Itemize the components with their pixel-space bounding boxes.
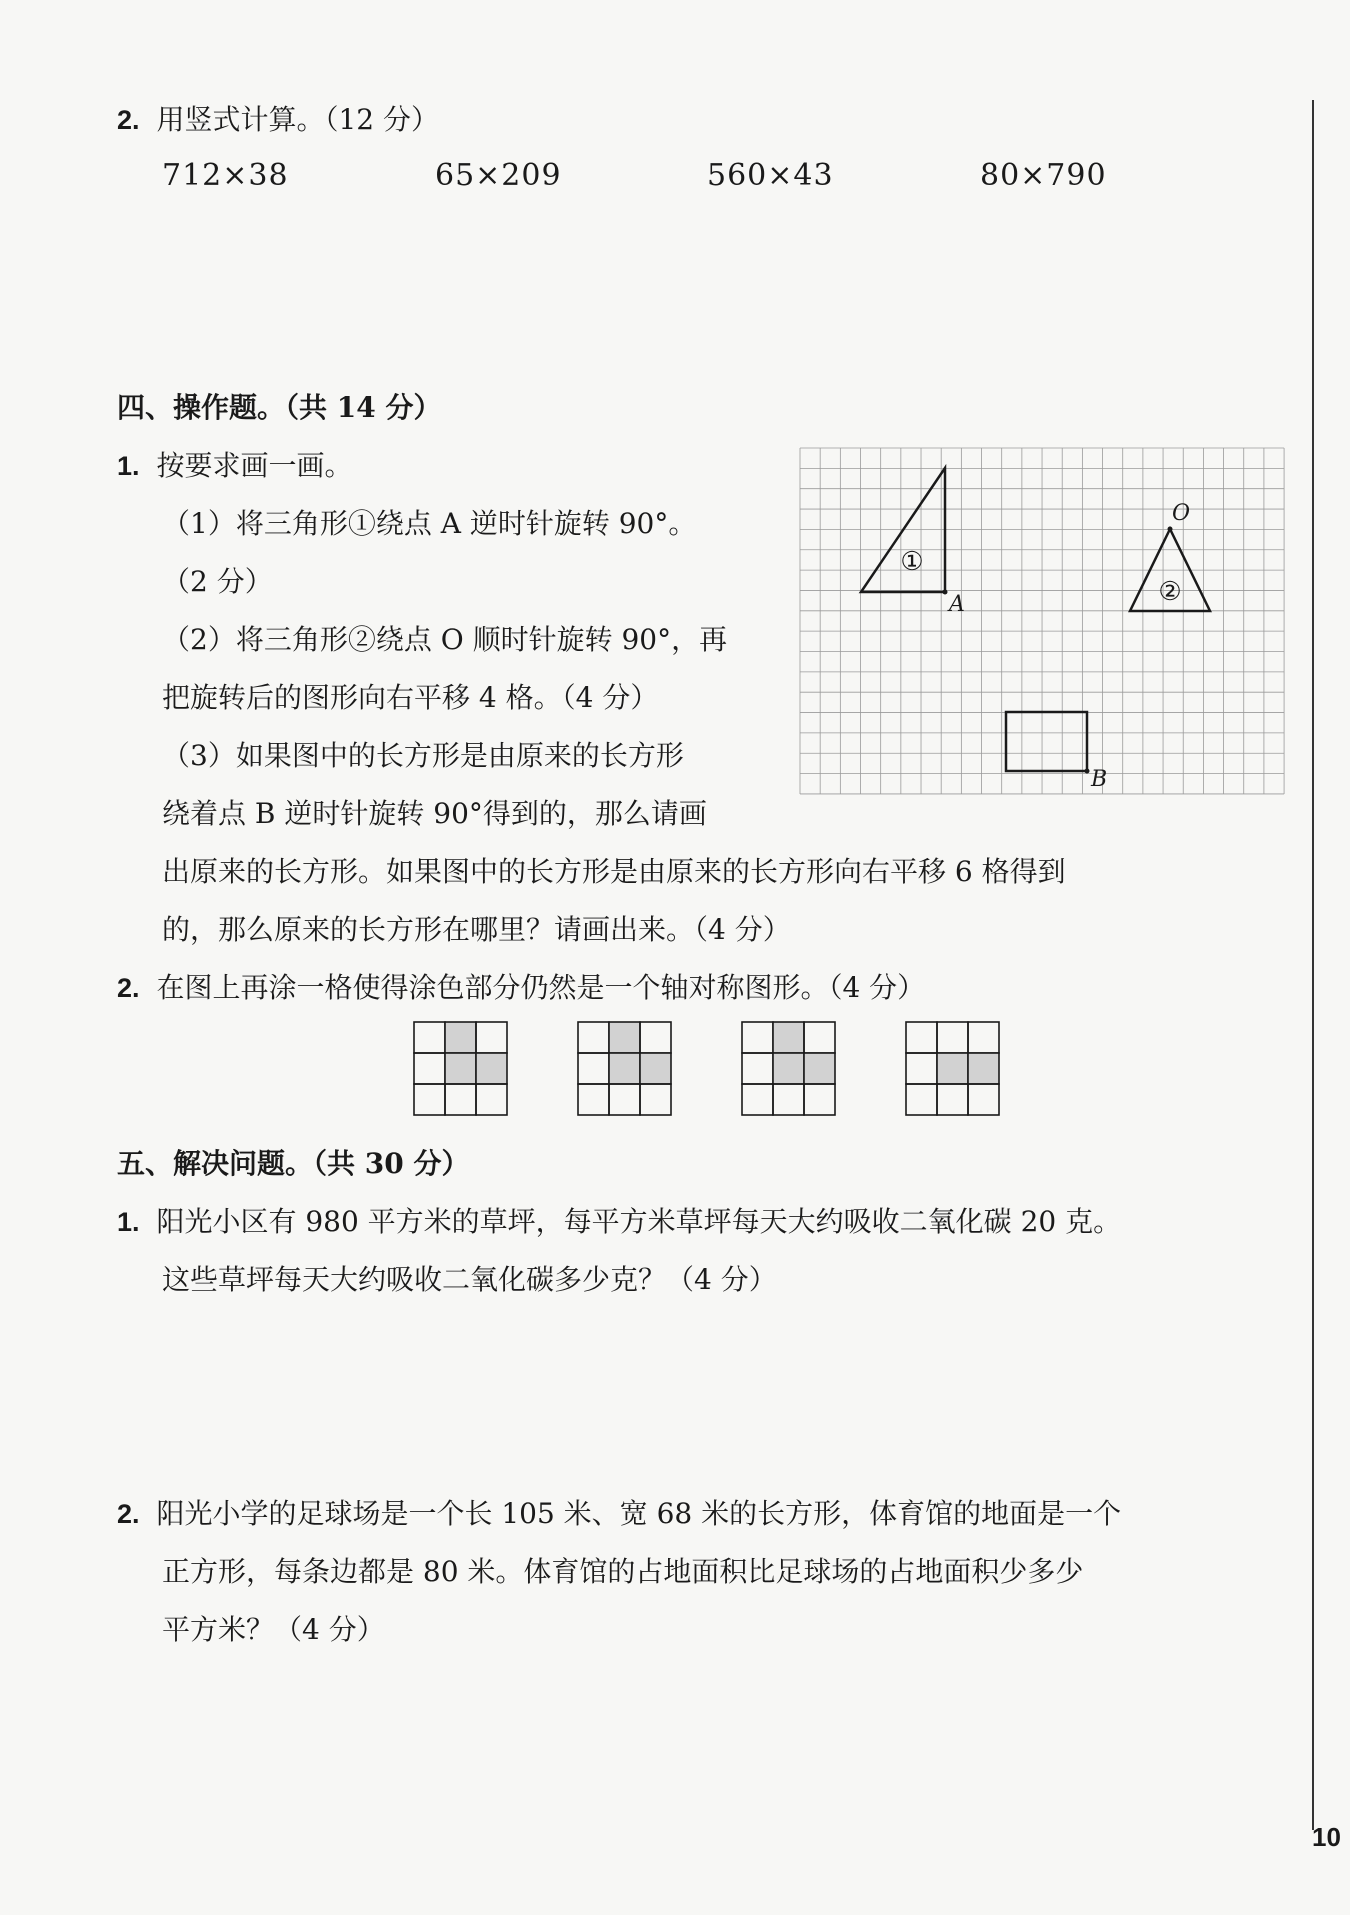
grid-cell	[742, 1022, 773, 1053]
q4-1-part2-line2: 把旋转后的图形向右平移 4 格。（4 分）	[162, 681, 659, 714]
grid-cell	[414, 1022, 445, 1053]
grid-cell-shaded	[773, 1053, 804, 1084]
expression-4: 80×790	[980, 158, 1107, 193]
grid-cell-shaded	[476, 1053, 507, 1084]
symmetry-grid-1	[414, 1022, 507, 1115]
q5-2-line2: 正方形，每条边都是 80 米。体育馆的占地面积比足球场的占地面积少多少	[162, 1555, 1084, 1588]
q5-2-line3: 平方米？（4 分）	[162, 1613, 385, 1646]
grid-cell	[578, 1084, 609, 1115]
point-a-dot	[943, 590, 948, 595]
grid-cell	[968, 1084, 999, 1115]
grid-cell	[578, 1053, 609, 1084]
question-number: 2.	[117, 1499, 140, 1529]
grid-lines	[800, 448, 1284, 794]
triangle-1-label: ①	[900, 547, 924, 577]
grid-cell	[937, 1084, 968, 1115]
calc-question	[117, 100, 439, 140]
grid-cell-shaded	[937, 1053, 968, 1084]
grid-cell	[773, 1084, 804, 1115]
question-text: 按要求画一画。	[156, 449, 353, 482]
symmetry-grid-2	[578, 1022, 671, 1115]
q4-2	[117, 968, 925, 1008]
question-text: 用竖式计算。（12 分）	[156, 103, 439, 136]
symmetry-grids	[414, 1022, 1004, 1118]
grid-cell	[937, 1022, 968, 1053]
grid-cell	[578, 1022, 609, 1053]
point-o-dot	[1168, 527, 1173, 532]
point-a-label: A	[949, 592, 965, 617]
grid-cell-shaded	[445, 1022, 476, 1053]
q4-1-part1-line2: （2 分）	[162, 565, 273, 598]
grid-cell	[609, 1084, 640, 1115]
page-number: 10	[1312, 1822, 1341, 1852]
grid-cell	[742, 1084, 773, 1115]
section-4-heading: 四、操作题。（共 14 分）	[117, 391, 442, 424]
triangle-2-label: ②	[1158, 577, 1182, 607]
rotation-grid-figure	[800, 448, 1284, 794]
grid-cell-shaded	[968, 1053, 999, 1084]
grid-cell	[906, 1022, 937, 1053]
q4-1-title	[117, 446, 352, 486]
grid-cell	[640, 1022, 671, 1053]
grid-cell	[414, 1053, 445, 1084]
q4-1-part3-line1: （3）如果图中的长方形是由原来的长方形	[162, 739, 684, 772]
grid-cell	[804, 1084, 835, 1115]
question-number: 2.	[117, 973, 140, 1003]
question-number: 2.	[117, 105, 140, 135]
rectangle	[1006, 712, 1087, 771]
margin-rule	[1312, 100, 1314, 1830]
q5-1-line1	[117, 1202, 1121, 1242]
grid-cell	[476, 1022, 507, 1053]
grid-cell-shaded	[773, 1022, 804, 1053]
question-text: 在图上再涂一格使得涂色部分仍然是一个轴对称图形。（4 分）	[156, 971, 926, 1004]
grid-cell	[414, 1084, 445, 1115]
symmetry-grid-4	[906, 1022, 999, 1115]
grid-cell	[804, 1022, 835, 1053]
q4-1-part2-line1: （2）将三角形②绕点 O 顺时针旋转 90°，再	[162, 623, 728, 656]
grid-cell-shaded	[445, 1053, 476, 1084]
section-5-heading: 五、解决问题。（共 30 分）	[117, 1147, 470, 1180]
question-number: 1.	[117, 451, 140, 481]
grid-cell-shaded	[609, 1022, 640, 1053]
grid-cell	[476, 1084, 507, 1115]
grid-cell	[906, 1053, 937, 1084]
grid-cell	[906, 1084, 937, 1115]
q4-1-part1-line1: （1）将三角形①绕点 A 逆时针旋转 90°。	[162, 507, 697, 540]
question-text: 阳光小学的足球场是一个长 105 米、宽 68 米的长方形，体育馆的地面是一个	[156, 1497, 1122, 1530]
point-b-label: B	[1091, 767, 1108, 792]
question-text: 阳光小区有 980 平方米的草坪，每平方米草坪每天大约吸收二氧化碳 20 克。	[156, 1205, 1122, 1238]
grid-cell	[742, 1053, 773, 1084]
grid-cell	[445, 1084, 476, 1115]
grid-cell	[640, 1084, 671, 1115]
question-number: 1.	[117, 1207, 140, 1237]
expression-3: 560×43	[707, 158, 834, 193]
q5-2-line1	[117, 1494, 1121, 1534]
expression-2: 65×209	[435, 158, 562, 193]
point-b-dot	[1085, 769, 1090, 774]
symmetry-grid-3	[742, 1022, 835, 1115]
expression-1: 712×38	[162, 158, 289, 193]
q4-1-part3-line3: 出原来的长方形。如果图中的长方形是由原来的长方形向右平移 6 格得到	[162, 855, 1066, 888]
q5-1-line2: 这些草坪每天大约吸收二氧化碳多少克？（4 分）	[162, 1263, 777, 1296]
q4-1-part3-line2: 绕着点 B 逆时针旋转 90°得到的，那么请画	[162, 797, 707, 830]
grid-cell-shaded	[609, 1053, 640, 1084]
grid-cell-shaded	[804, 1053, 835, 1084]
q4-1-part3-line4: 的，那么原来的长方形在哪里？请画出来。（4 分）	[162, 913, 791, 946]
grid-cell-shaded	[640, 1053, 671, 1084]
grid-cell	[968, 1022, 999, 1053]
point-o-label: O	[1172, 501, 1191, 526]
